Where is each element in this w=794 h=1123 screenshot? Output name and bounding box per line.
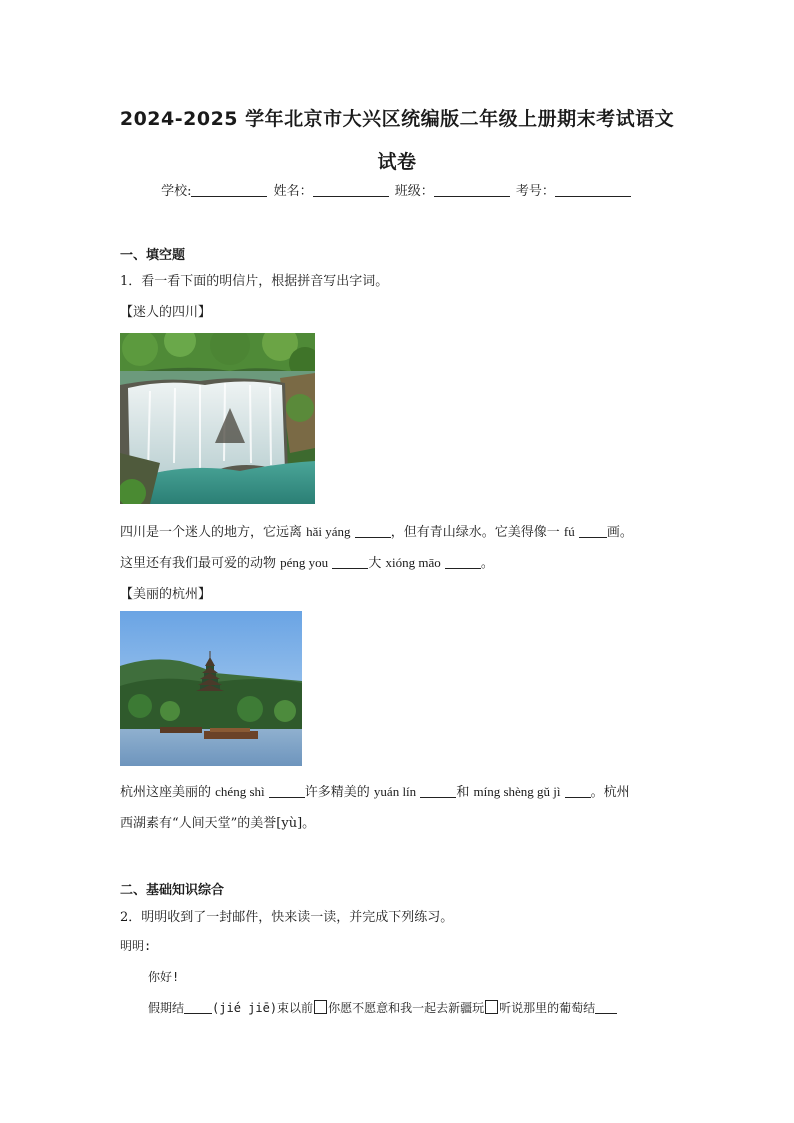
card1-title: 【迷人的四川】 bbox=[120, 305, 212, 320]
answer-blank-7[interactable] bbox=[565, 785, 591, 798]
pinyin-xiong-mao: xióng māo bbox=[385, 555, 441, 570]
answer-blank-6[interactable] bbox=[420, 785, 456, 798]
document-title-line1: 2024-2025 学年北京市大兴区统编版二年级上册期末考试语文 bbox=[119, 108, 675, 130]
answer-blank-3[interactable] bbox=[332, 556, 368, 569]
card1-paragraph-line2: 这里还有我们最可爱的动物 péng you 大 xióng māo 。 bbox=[120, 555, 494, 571]
school-blank[interactable] bbox=[191, 183, 267, 197]
answer-blank-5[interactable] bbox=[269, 785, 305, 798]
pinyin-hai-yang: hǎi yáng bbox=[306, 524, 351, 539]
pinyin-ming-sheng-gu-ji: míng shèng gǔ jì bbox=[473, 784, 561, 799]
pinyin-jie-choice: (jié jiē) bbox=[212, 1001, 278, 1015]
card2-title: 【美丽的杭州】 bbox=[120, 587, 212, 602]
answer-blank-8[interactable] bbox=[184, 1001, 212, 1014]
question-1-prompt: 1．看一看下面的明信片，根据拼音写出字词。 bbox=[120, 274, 389, 289]
letter-greeting: 你好! bbox=[148, 970, 180, 984]
pinyin-cheng-shi: chéng shì bbox=[215, 784, 265, 799]
exam-no-blank[interactable] bbox=[555, 183, 631, 197]
question-2-prompt: 2．明明收到了一封邮件，快来读一读，并完成下列练习。 bbox=[120, 910, 454, 925]
card2-paragraph-line1: 杭州这座美丽的 chéng shì 许多精美的 yuán lín 和 míng shèng gǔ jì 。杭州 bbox=[120, 784, 630, 800]
class-label: 班级： bbox=[394, 184, 434, 199]
name-blank[interactable] bbox=[313, 183, 389, 197]
pinyin-fu: fú bbox=[563, 524, 575, 539]
waterfall-photo bbox=[120, 333, 315, 504]
letter-body-line1: 假期结 (jié jiē)束以前 你愿不愿意和我一起去新疆玩 听说那里的葡萄结 bbox=[148, 999, 617, 1016]
letter-salutation: 明明: bbox=[120, 939, 152, 953]
class-blank[interactable] bbox=[434, 183, 510, 197]
pagoda-lake-photo bbox=[120, 611, 302, 766]
answer-blank-2[interactable] bbox=[579, 525, 607, 538]
school-label: 学校: bbox=[161, 184, 192, 199]
exam-no-label: 考号： bbox=[515, 184, 555, 199]
punctuation-box-1[interactable] bbox=[314, 1000, 327, 1014]
answer-blank-1[interactable] bbox=[355, 525, 391, 538]
section-heading-fill-blank: 一、填空题 bbox=[120, 248, 186, 263]
name-label: 姓名： bbox=[273, 184, 313, 199]
answer-blank-9[interactable] bbox=[595, 1001, 617, 1014]
punctuation-box-2[interactable] bbox=[485, 1000, 498, 1014]
pinyin-peng-you: péng you bbox=[280, 555, 329, 570]
pinyin-yuan-lin: yuán lín bbox=[373, 784, 417, 799]
student-info-row bbox=[0, 180, 794, 199]
answer-blank-4[interactable] bbox=[445, 556, 481, 569]
card2-paragraph-line2: 西湖素有“人间天堂”的美誉[yù]。 bbox=[120, 816, 316, 831]
document-title-line2: 试卷 bbox=[377, 151, 417, 173]
section-heading-basic-knowledge: 二、基础知识综合 bbox=[120, 883, 225, 898]
card1-paragraph-line1: 四川是一个迷人的地方，它远离 hǎi yáng ，但有青山绿水。它美得像一 fú 画。 bbox=[120, 524, 633, 540]
